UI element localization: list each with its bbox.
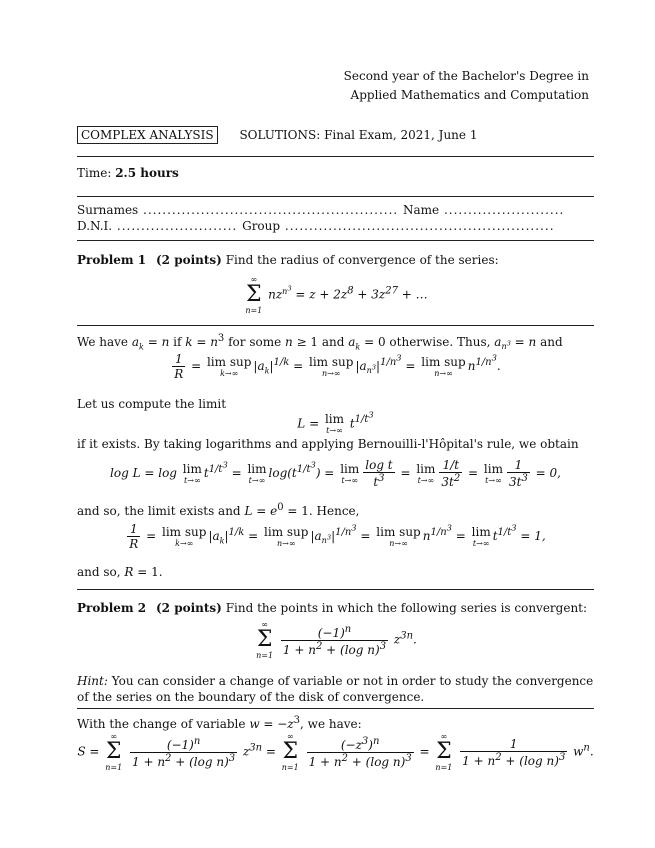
dni-label: D.N.I. (77, 219, 113, 233)
problem-1-label: Problem 1 (77, 253, 147, 267)
exam-title (77, 128, 477, 142)
divider (77, 196, 594, 197)
surnames-label: Surnames (77, 203, 139, 217)
problem-1-exists-text: if it exists. By taking logarithms and applying Bernouilli-l'Hôpital's rule, we obtain (77, 437, 579, 451)
problem-1-log-eq: log L = log lim t→∞ $t^{1/t^3}$ = lim t→∞ $\log(t^{1/t^3})$ = lim t→∞ $\frac{\text{log t}}{t^3}$ = lim t→∞ $\frac{1/t}{3t^2}$ = lim t→∞ $\frac{1}{3t^3}$ = 0, (110, 458, 561, 489)
problem-1-compute-text: Let us compute the limit (77, 397, 227, 411)
problem-2-eq: S = ∞ Σ n=1 $\frac{(-1)^n}{1 + n^2 + (\log n)^3}$ $z^{3n}$ = ∞ Σ n=1 $\frac{(-z^3)^n}{1 + n^2 + (\log n)^3}$ = ∞ Σ n=1 $\frac{1}{1 + n^2 + (\log n)^3}$ $w^n$. (77, 732, 594, 772)
problem-2-hint (77, 673, 594, 705)
divider (77, 156, 594, 157)
problem-1-solution-intro: We have $a_k = n$ if $k = n^3$ for some n ≥ 1 and $a_k = 0$ otherwise. Thus, $a_{n^3} = n$ and (77, 333, 563, 352)
time-label: Time: (77, 166, 112, 180)
problem-2-points: (2 points) (156, 601, 222, 615)
problem-1-statement (77, 252, 594, 268)
program-header (344, 67, 589, 105)
hint-text: You can consider a change of variable or not in order to study the convergence of the series on the boundary of the disk of convergence. (77, 674, 594, 704)
program-line-2: Applied Mathematics and Computation (350, 88, 589, 102)
divider (77, 708, 594, 709)
problem-1-conclusion: and so, R = 1. (77, 565, 163, 579)
problem-1-series: ∞ Σ n=1 $nz^{n^3} = z + 2z^8 + 3z^{27}$ + … (245, 275, 428, 315)
problem-2-series: ∞ Σ n=1 $\frac{(-1)^n}{1 + n^2 + (\log n)^3}$ $z^{3n}$. (256, 620, 417, 660)
exam-time (77, 166, 179, 180)
name-label: Name (403, 203, 440, 217)
problem-1-limit-def: L = lim t→∞ $t^{1/t^3}$ (297, 410, 374, 436)
course-name: COMPLEX ANALYSIS (77, 126, 218, 144)
problem-2-solution-intro: With the change of variable $w = -z^3$, we have: (77, 715, 362, 731)
hint-label: Hint: (77, 674, 108, 688)
divider (77, 589, 594, 590)
surnames-name-row: Surnames ..................................................... Name ......................... (77, 203, 565, 217)
problem-1-hence-text: and so, the limit exists and $L = e^0 = 1$. Hence, (77, 502, 360, 518)
problem-1-points: (2 points) (156, 253, 222, 267)
problem-2-text: Find the points in which the following series is convergent: (225, 601, 588, 615)
problem-2-label: Problem 2 (77, 601, 147, 615)
divider (77, 325, 594, 326)
group-label: Group (242, 219, 281, 233)
problem-2-statement (77, 600, 594, 616)
dni-group-row: D.N.I. ......................... Group ........................................................ (77, 219, 555, 233)
problem-1-text: Find the radius of convergence of the series: (225, 253, 499, 267)
problem-1-eq2: $\frac{1}{R}$ = lim sup k→∞ $|a_k|^{1/k}$ = lim sup n→∞ $|a_{n^3}|^{1/n^3}$ = lim sup n→∞ $n^{1/n^3}$ = lim t→∞ $t^{1/t^3} = 1$, (129, 522, 546, 551)
time-value: 2.5 hours (115, 166, 179, 180)
problem-1-eq1: $\frac{1}{R}$ = lim sup k→∞ $|a_k|^{1/k}$ = lim sup n→∞ $|a_{n^3}|^{1/n^3}$ = lim sup n→∞ $n^{1/n^3}$. (174, 352, 501, 381)
divider (77, 240, 594, 241)
exam-subtitle: SOLUTIONS: Final Exam, 2021, June 1 (239, 128, 478, 142)
program-line-1: Second year of the Bachelor's Degree in (343, 69, 589, 83)
